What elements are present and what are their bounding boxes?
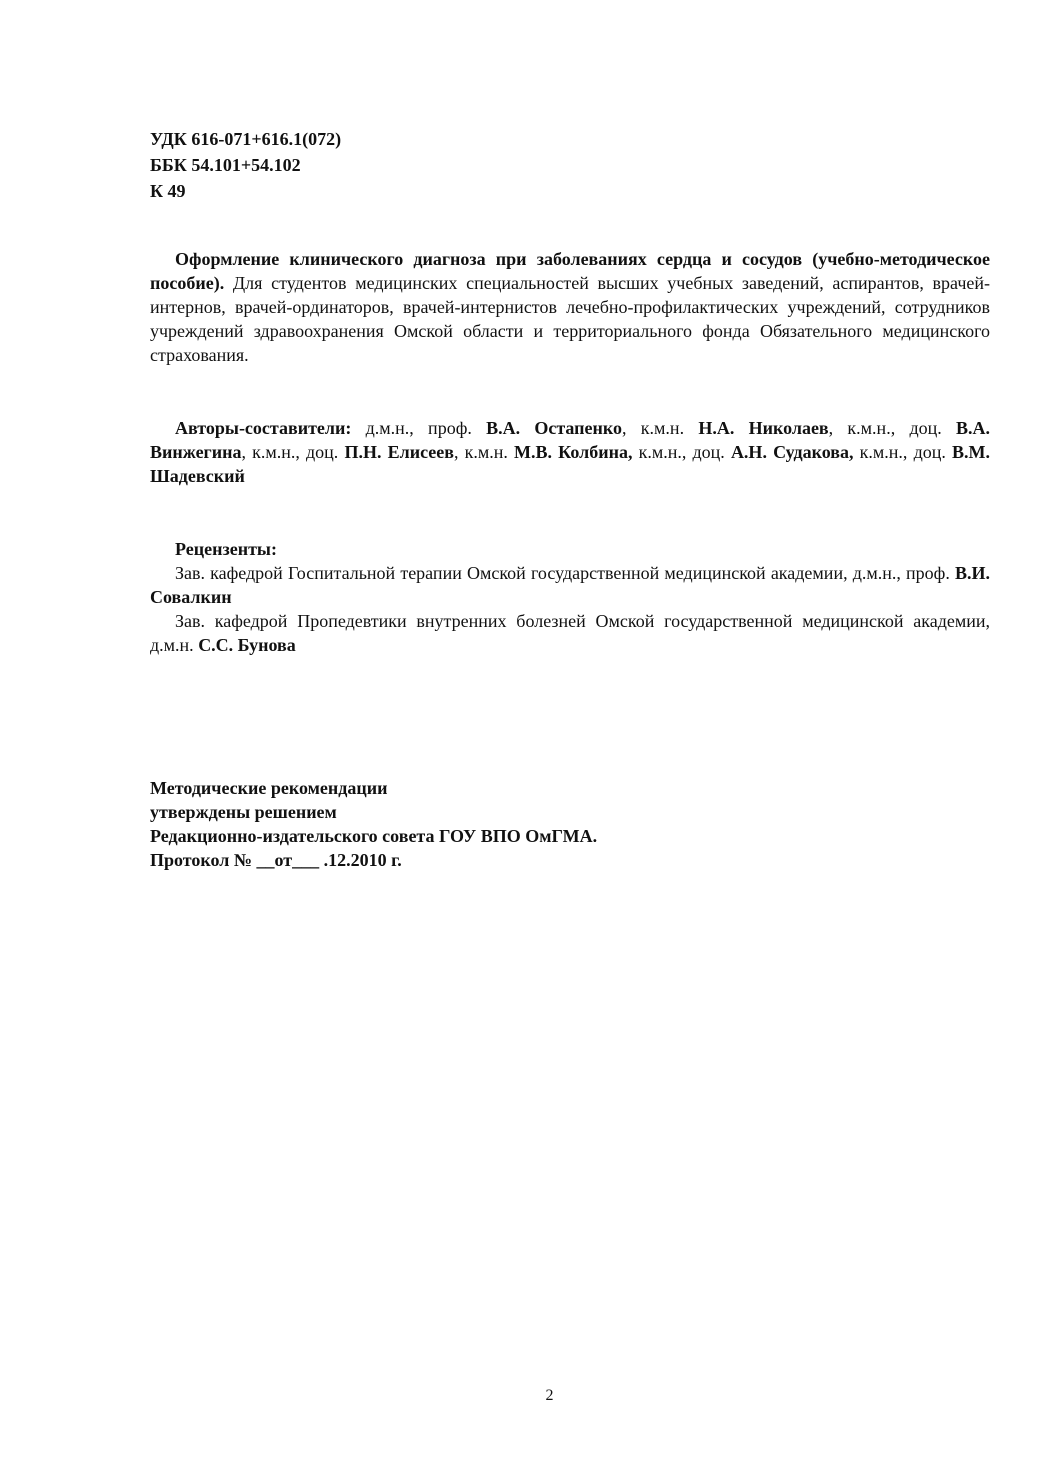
author-mark: К 49 xyxy=(150,181,186,201)
reviewer-1-name: В.И. Совалкин xyxy=(150,563,990,607)
reviewer-2-text: Зав. кафедрой Пропедевтики внутренних болезней Омской государственной медицинской академии, д.м.н. xyxy=(150,611,990,655)
author-degree: , к.м.н. xyxy=(453,442,515,462)
annotation-title: Оформление клинического диагноза при заболеваниях сердца и сосудов (учебно-методическое пособие). xyxy=(150,249,990,293)
approval-line-1: Методические рекомендации xyxy=(150,778,388,798)
approval-line-3: Редакционно-издательского совета ГОУ ВПО ОмГМА. xyxy=(150,826,598,846)
author-name: П.Н. Елисеев xyxy=(344,442,454,462)
reviewer-1-text: Зав. кафедрой Госпитальной терапии Омской государственной медицинской академии, д.м.н., проф. xyxy=(175,563,955,583)
classification-codes xyxy=(150,126,990,204)
author-degree: к.м.н., доц. xyxy=(632,442,731,462)
annotation xyxy=(150,247,990,367)
author-degree: д.м.н., проф. xyxy=(351,418,487,438)
approval-line-4: Протокол № __от___ .12.2010 г. xyxy=(150,850,402,870)
approval-section xyxy=(150,776,990,872)
author-name: М.В. Колбина, xyxy=(514,442,633,462)
author-degree: , к.м.н., доц. xyxy=(828,418,956,438)
author-name: В.М. Шадевский xyxy=(150,442,990,486)
page-number: 2 xyxy=(545,1387,554,1404)
annotation-text: Для студентов медицинских специальностей высших учебных заведений, аспирантов, врачей-интернов, врачей-ординаторов, врачей-интернистов лечебно-профилактических учреждений, сотрудников учреждений здравоохранения Омской области и территориального фонда Обязательного медицинского страхования. xyxy=(150,273,990,365)
author-name: Н.А. Николаев xyxy=(698,418,829,438)
author-name: А.Н. Судакова, xyxy=(730,442,854,462)
reviewers-section xyxy=(150,537,990,657)
authors-paragraph xyxy=(150,416,990,488)
annotation-paragraph xyxy=(150,247,990,367)
reviewers-label: Рецензенты: xyxy=(175,539,277,559)
authors-section xyxy=(150,416,990,488)
reviewer-1 xyxy=(150,561,990,609)
author-degree: , к.м.н. xyxy=(622,418,699,438)
reviewer-2-name: С.С. Бунова xyxy=(198,635,296,655)
udk-code: УДК 616-071+616.1(072) xyxy=(150,129,342,149)
author-degree: к.м.н., доц. xyxy=(853,442,952,462)
bbk-code: ББК 54.101+54.102 xyxy=(150,155,301,175)
author-name: В.А. Винжегина xyxy=(150,418,991,462)
reviewer-2 xyxy=(150,609,990,657)
author-name: В.А. Остапенко xyxy=(486,418,623,438)
authors-label: Авторы-составители: xyxy=(175,418,352,438)
approval-line-2: утверждены решением xyxy=(150,802,337,822)
author-degree: , к.м.н., доц. xyxy=(241,442,345,462)
